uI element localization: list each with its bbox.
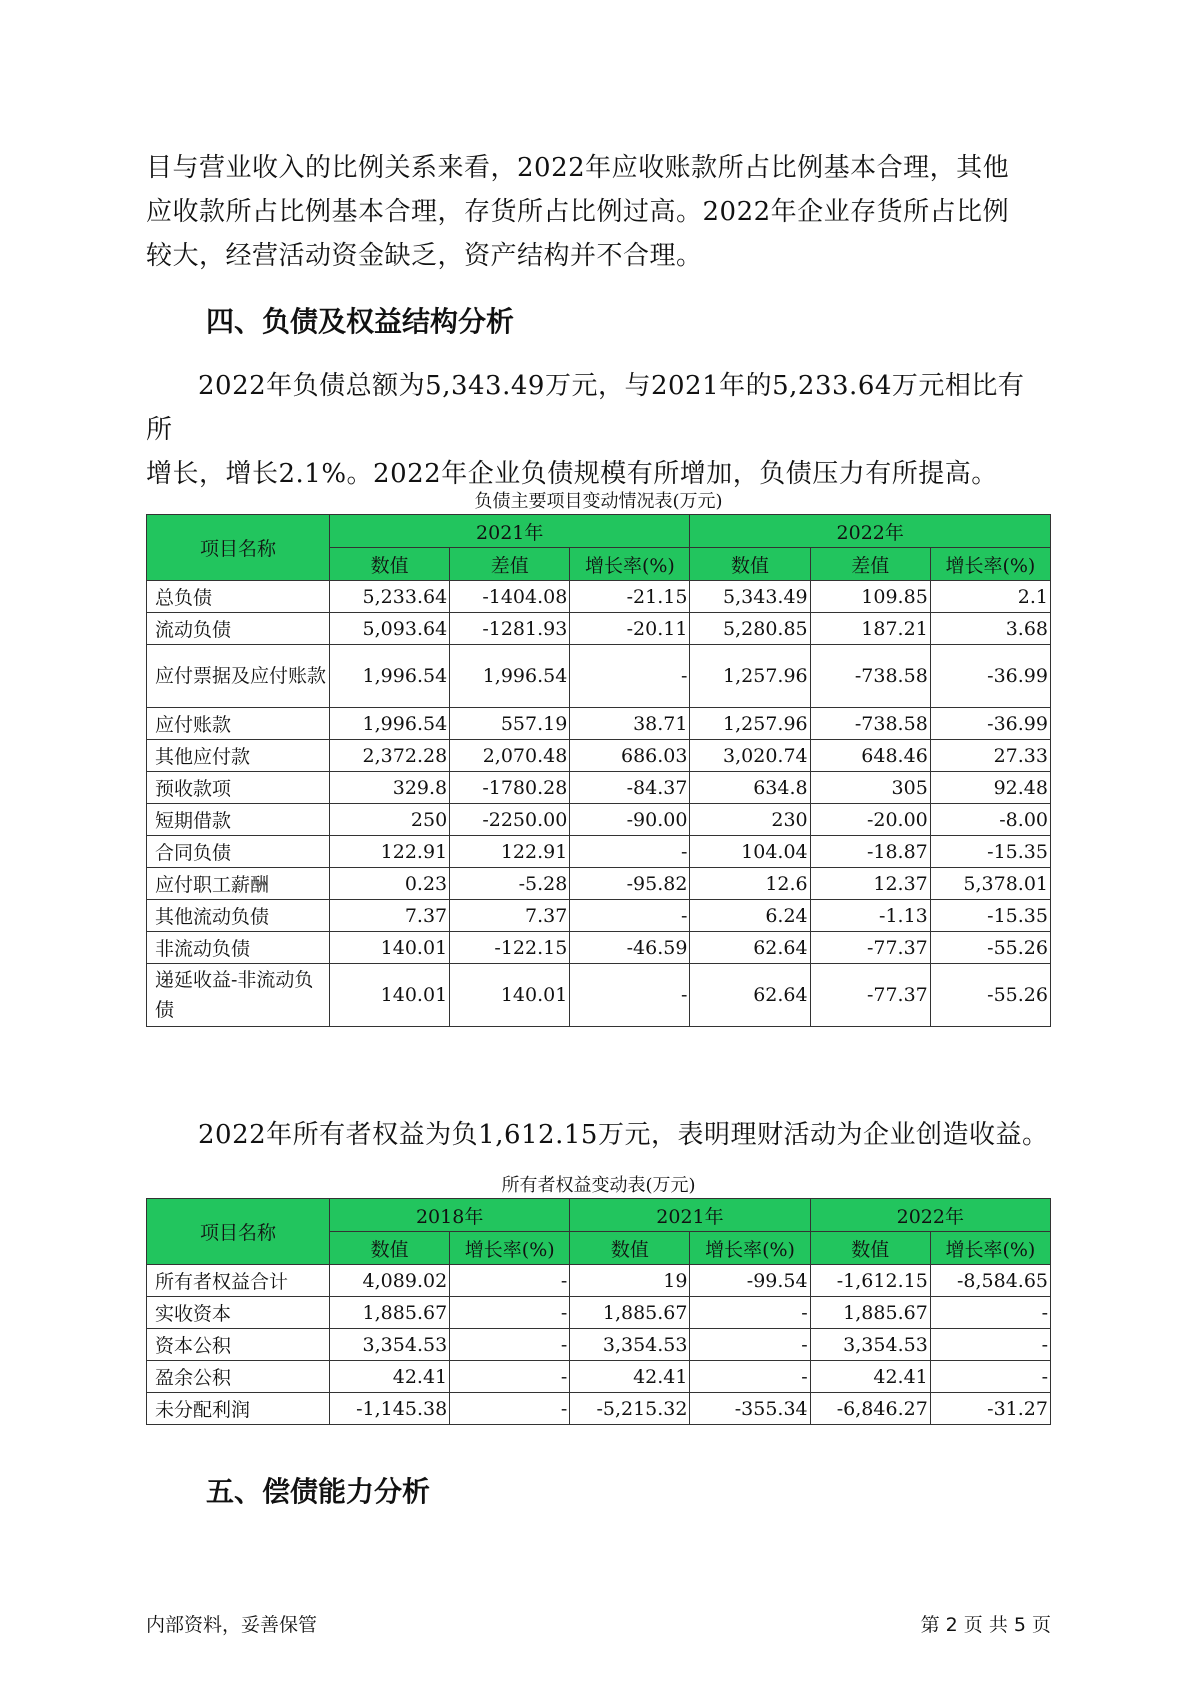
table-cell: 3,354.53 (570, 1329, 690, 1361)
table-cell: 5,280.85 (690, 613, 810, 645)
table-header-year: 2021年 (330, 515, 690, 548)
table-row (147, 868, 1051, 900)
table-cell: 2,070.48 (450, 740, 570, 772)
table-cell: 5,343.49 (690, 581, 810, 613)
table-cell: -122.15 (450, 932, 570, 964)
table-cell: - (450, 1361, 570, 1393)
table-cell: -20.11 (570, 613, 690, 645)
table-caption-equity: 所有者权益变动表(万元) (501, 1175, 696, 1196)
table-header-year: 2022年 (690, 515, 1051, 548)
table-cell: 62.64 (690, 932, 810, 964)
table-cell: - (450, 1393, 570, 1425)
table-cell: -46.59 (570, 932, 690, 964)
table-cell: 1,257.96 (690, 645, 810, 708)
table-cell: -1281.93 (450, 613, 570, 645)
table-cell: 42.41 (330, 1361, 450, 1393)
table-cell: -8.00 (930, 804, 1050, 836)
table-cell: -355.34 (690, 1393, 810, 1425)
table-cell: -15.35 (930, 836, 1050, 868)
table-cell: -15.35 (930, 900, 1050, 932)
table-cell: -18.87 (810, 836, 930, 868)
table-cell: 1,996.54 (330, 645, 450, 708)
table-cell: 3.68 (930, 613, 1050, 645)
table-cell: 38.71 (570, 708, 690, 740)
table-cell: - (570, 964, 690, 1027)
table-row (147, 900, 1051, 932)
table-cell: -90.00 (570, 804, 690, 836)
table-cell: 122.91 (450, 836, 570, 868)
table-header-year: 2018年 (330, 1199, 570, 1232)
liabilities-table (146, 514, 1051, 1027)
table-cell: 5,233.64 (330, 581, 450, 613)
table-header-col: 数值 (330, 1232, 450, 1265)
row-label: 应付账款 (147, 708, 330, 740)
table-row (147, 804, 1051, 836)
table-cell: 686.03 (570, 740, 690, 772)
table-cell: -1.13 (810, 900, 930, 932)
table-row (147, 772, 1051, 804)
table-row (147, 708, 1051, 740)
table-cell: -5,215.32 (570, 1393, 690, 1425)
table-header-name: 项目名称 (147, 1199, 330, 1265)
table-header-name: 项目名称 (147, 515, 330, 581)
table-header-col: 数值 (330, 548, 450, 581)
table-cell: 140.01 (450, 964, 570, 1027)
table-cell: -1780.28 (450, 772, 570, 804)
table-cell: - (690, 1361, 810, 1393)
row-label: 其他应付款 (147, 740, 330, 772)
equity-paragraph: 2022年所有者权益为负1,612.15万元，表明理财活动为企业创造收益。 (198, 1120, 1049, 1150)
table-cell: 0.23 (330, 868, 450, 900)
table-cell: -738.58 (810, 645, 930, 708)
table-cell: 109.85 (810, 581, 930, 613)
row-label: 其他流动负债 (147, 900, 330, 932)
table-cell: 2,372.28 (330, 740, 450, 772)
table-cell: - (930, 1361, 1050, 1393)
intro-paragraph: 目与营业收入的比例关系来看，2022年应收账款所占比例基本合理，其他 应收款所占比例基本合理，存货所占比例过高。2022年企业存货所占比例 较大，经营活动资金缺乏，资产结构并不合理。 (146, 153, 1010, 271)
table-cell: 5,093.64 (330, 613, 450, 645)
table-cell: 3,354.53 (810, 1329, 930, 1361)
table-cell: 12.6 (690, 868, 810, 900)
table-cell: - (570, 645, 690, 708)
table-cell: 42.41 (810, 1361, 930, 1393)
table-cell: -77.37 (810, 932, 930, 964)
table-cell: 2.1 (930, 581, 1050, 613)
table-header-col: 数值 (690, 548, 810, 581)
footer-page-number: 第 2 页 共 5 页 (920, 1614, 1051, 1636)
table-cell: 648.46 (810, 740, 930, 772)
table-row (147, 1393, 1051, 1425)
table-cell: 4,089.02 (330, 1265, 450, 1297)
table-header-col: 增长率(%) (570, 548, 690, 581)
table-cell: - (930, 1329, 1050, 1361)
table-cell: 5,378.01 (930, 868, 1050, 900)
table-cell: -36.99 (930, 645, 1050, 708)
row-label: 应付职工薪酬 (147, 868, 330, 900)
row-label: 非流动负债 (147, 932, 330, 964)
table-cell: 557.19 (450, 708, 570, 740)
table-cell: -31.27 (930, 1393, 1050, 1425)
liabilities-paragraph: 2022年负债总额为5,343.49万元，与2021年的5,233.64万元相比有所 增长，增长2.1%。2022年企业负债规模有所增加，负债压力有所提高。 (146, 371, 1025, 489)
table-cell: 104.04 (690, 836, 810, 868)
table-caption-liabilities: 负债主要项目变动情况表(万元) (474, 491, 723, 512)
table-cell: 187.21 (810, 613, 930, 645)
table-cell: 634.8 (690, 772, 810, 804)
table-cell: -55.26 (930, 932, 1050, 964)
row-label: 实收资本 (147, 1297, 330, 1329)
table-row (147, 1329, 1051, 1361)
table-row (147, 1297, 1051, 1329)
table-cell: - (930, 1297, 1050, 1329)
table-cell: 1,885.67 (810, 1297, 930, 1329)
table-header-col: 差值 (450, 548, 570, 581)
table-cell: -1,612.15 (810, 1265, 930, 1297)
table-cell: -1404.08 (450, 581, 570, 613)
row-label: 应付票据及应付账款 (147, 645, 330, 708)
row-label: 合同负债 (147, 836, 330, 868)
table-header-year: 2021年 (570, 1199, 810, 1232)
table-row (147, 645, 1051, 708)
table-cell: -36.99 (930, 708, 1050, 740)
table-cell: 42.41 (570, 1361, 690, 1393)
table-cell: 122.91 (330, 836, 450, 868)
section-heading-solvency: 五、偿债能力分析 (206, 1475, 431, 1508)
table-cell: -5.28 (450, 868, 570, 900)
row-label: 短期借款 (147, 804, 330, 836)
table-cell: 92.48 (930, 772, 1050, 804)
row-label: 递延收益-非流动负债 (147, 964, 330, 1027)
table-cell: 1,257.96 (690, 708, 810, 740)
row-label: 资本公积 (147, 1329, 330, 1361)
row-label: 预收款项 (147, 772, 330, 804)
table-row (147, 581, 1051, 613)
section-heading-liabilities: 四、负债及权益结构分析 (206, 305, 515, 338)
table-cell: 1,885.67 (570, 1297, 690, 1329)
table-row (147, 836, 1051, 868)
table-cell: -2250.00 (450, 804, 570, 836)
table-cell: 7.37 (450, 900, 570, 932)
table-cell: - (570, 836, 690, 868)
table-header-col: 增长率(%) (930, 1232, 1050, 1265)
table-header-col: 增长率(%) (690, 1232, 810, 1265)
table-row (147, 1265, 1051, 1297)
table-header-col: 增长率(%) (450, 1232, 570, 1265)
row-label: 盈余公积 (147, 1361, 330, 1393)
table-cell: 19 (570, 1265, 690, 1297)
table-cell: 250 (330, 804, 450, 836)
table-cell: -20.00 (810, 804, 930, 836)
table-row (147, 1361, 1051, 1393)
table-cell: 1,996.54 (330, 708, 450, 740)
table-row (147, 932, 1051, 964)
table-cell: -99.54 (690, 1265, 810, 1297)
table-cell: 329.8 (330, 772, 450, 804)
table-header-col: 差值 (810, 548, 930, 581)
table-cell: 1,996.54 (450, 645, 570, 708)
table-cell: 305 (810, 772, 930, 804)
table-cell: - (450, 1329, 570, 1361)
table-cell: - (570, 900, 690, 932)
table-cell: -84.37 (570, 772, 690, 804)
table-cell: 12.37 (810, 868, 930, 900)
table-cell: 62.64 (690, 964, 810, 1027)
table-cell: 7.37 (330, 900, 450, 932)
table-cell: 3,020.74 (690, 740, 810, 772)
table-cell: 3,354.53 (330, 1329, 450, 1361)
table-row (147, 613, 1051, 645)
footer-confidential: 内部资料，妥善保管 (146, 1614, 318, 1636)
table-cell: -55.26 (930, 964, 1050, 1027)
table-row (147, 964, 1051, 1027)
row-label: 总负债 (147, 581, 330, 613)
table-cell: - (450, 1297, 570, 1329)
table-cell: -77.37 (810, 964, 930, 1027)
table-cell: -738.58 (810, 708, 930, 740)
table-cell: 230 (690, 804, 810, 836)
table-header-col: 数值 (570, 1232, 690, 1265)
table-header-col: 增长率(%) (930, 548, 1050, 581)
table-cell: 6.24 (690, 900, 810, 932)
table-cell: -8,584.65 (930, 1265, 1050, 1297)
row-label: 所有者权益合计 (147, 1265, 330, 1297)
table-cell: 140.01 (330, 964, 450, 1027)
table-cell: -95.82 (570, 868, 690, 900)
table-cell: -21.15 (570, 581, 690, 613)
row-label: 流动负债 (147, 613, 330, 645)
table-cell: - (690, 1297, 810, 1329)
table-cell: -1,145.38 (330, 1393, 450, 1425)
table-cell: - (690, 1329, 810, 1361)
table-row (147, 740, 1051, 772)
equity-table (146, 1198, 1051, 1425)
table-cell: 27.33 (930, 740, 1050, 772)
table-header-col: 数值 (810, 1232, 930, 1265)
row-label: 未分配利润 (147, 1393, 330, 1425)
table-cell: -6,846.27 (810, 1393, 930, 1425)
table-cell: 140.01 (330, 932, 450, 964)
table-cell: - (450, 1265, 570, 1297)
table-cell: 1,885.67 (330, 1297, 450, 1329)
table-header-year: 2022年 (810, 1199, 1050, 1232)
